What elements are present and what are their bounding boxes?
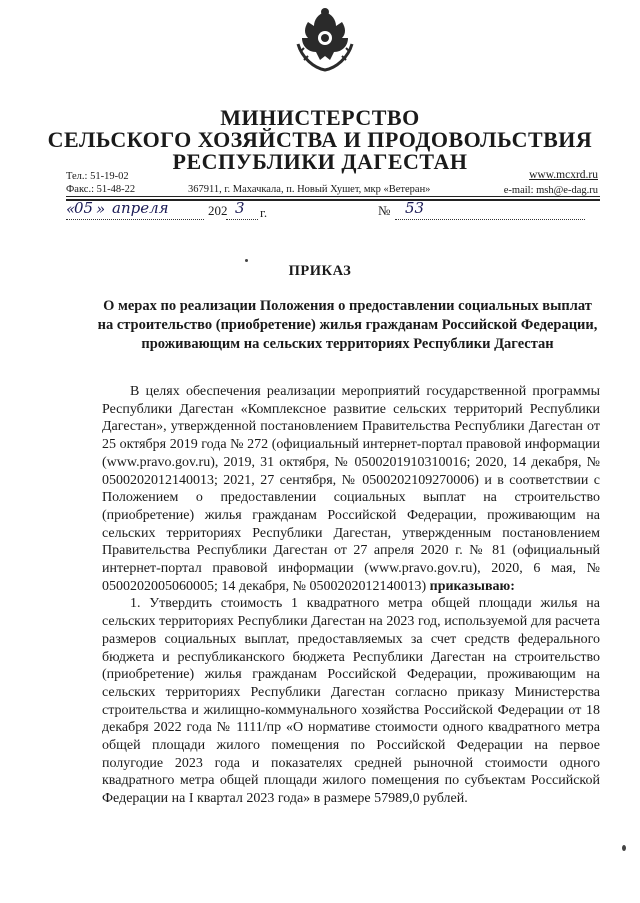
- order-body: [102, 383, 600, 808]
- clause-1-paragraph: 1. Утвердить стоимость 1 квадратного метра общей площади жилья на сельских территориях Республики Дагестан на 2023 год, используемой для расчета размеров социальных выплат, предоставляемых за счет средств федерального бюджета и республиканского бюджета Республики Дагестан на строительство (приобретение) жилья гражданам Российской Федерации, проживающим на сельских территориях Республики Дагестан согласно приказу Министерства строительства и жилищно-коммунального хозяйства Российской Федерации от 18 декабря 2022 года № 1111/пр «О нормативе стоимости одного квадратного метра общей площади жилого помещения по Российской Федерации на первое полугодие 2023 года и показателях средней рыночной стоимости одного квадратного метра общей площади жилого помещения по субъектам Российской Федерации на I квартал 2023 года» в размере 57989,0 рублей.: [102, 596, 600, 807]
- fax-number: Факс.: 51-48-22: [66, 184, 136, 195]
- number-underline: [395, 219, 585, 220]
- year-underline: [226, 219, 258, 220]
- year-label: г.: [260, 205, 268, 220]
- order-subject: О мерах по реализации Положения о предоставлении социальных выплат на строительство (приобретение) жилья гражданам Российской Федерации, проживающим на сельских территориях Республики Дагестан: [97, 298, 598, 352]
- order-number-handwritten: 53: [405, 199, 425, 217]
- order-year-suffix-handwritten: 3: [235, 199, 245, 217]
- order-verb-emphasis: приказываю:: [429, 578, 515, 594]
- scan-speck: [622, 845, 626, 851]
- date-quote-open: «: [66, 200, 76, 218]
- order-month-handwritten: апреля: [112, 199, 169, 217]
- ministry-title-line-1: МИНИСТЕРСТВО: [220, 105, 420, 130]
- postal-address: 367911, г. Махачкала, п. Новый Хушет, мкр «Ветеран»: [188, 184, 431, 195]
- order-day-handwritten: 05: [74, 199, 94, 217]
- date-quote-close: »: [96, 200, 106, 218]
- ministry-title-line-2: СЕЛЬСКОГО ХОЗЯЙСТВА И ПРОДОВОЛЬСТВИЯ: [47, 127, 593, 152]
- order-number-label: №: [378, 203, 391, 218]
- scan-speck: [245, 259, 248, 262]
- preamble-text: В целях обеспечения реализации мероприятий государственной программы Республики Дагестан «Комплексное развитие сельских территорий Республики Дагестан», утвержденной постановлением Правительства Республики Дагестан от 25 октября 2019 года № 272 (официальный интернет-портал правовой информации (www.pravo.gov.ru), 2019, 31 октября, № 0500201910310016; 2020, 14 декабря, № 0500202012140013; 2021, 27 сентября, № 0500202109270006) и в соответствии с Положением о предоставлении социальных выплат на строительство (приобретение) жилья гражданам Российской Федерации, проживающим на сельских территориях Республики Дагестан, утвержденным постановлением Правительства Республики Дагестан от 27 апреля 2020 г. № 81 (официальный интернет-портал правовой информации (www.pravo.gov.ru), 2020, 6 мая, № 0500202005060005; 14 декабря, № 0500202012140013): [102, 384, 600, 594]
- ministry-title-line-3: РЕСПУБЛИКИ ДАГЕСТАН: [172, 149, 468, 174]
- email-address: e-mail: msh@e-dag.ru: [503, 185, 598, 196]
- website-link[interactable]: www.mcxrd.ru: [529, 169, 598, 181]
- coat-of-arms-emblem: [290, 4, 360, 74]
- order-year-prefix: 202: [208, 203, 228, 218]
- header-divider-thin: [66, 196, 600, 197]
- preamble-paragraph: [102, 383, 600, 595]
- document-type-heading: ПРИКАЗ: [288, 263, 352, 279]
- date-underline: [66, 219, 204, 220]
- phone-number: Тел.: 51-19-02: [66, 171, 129, 182]
